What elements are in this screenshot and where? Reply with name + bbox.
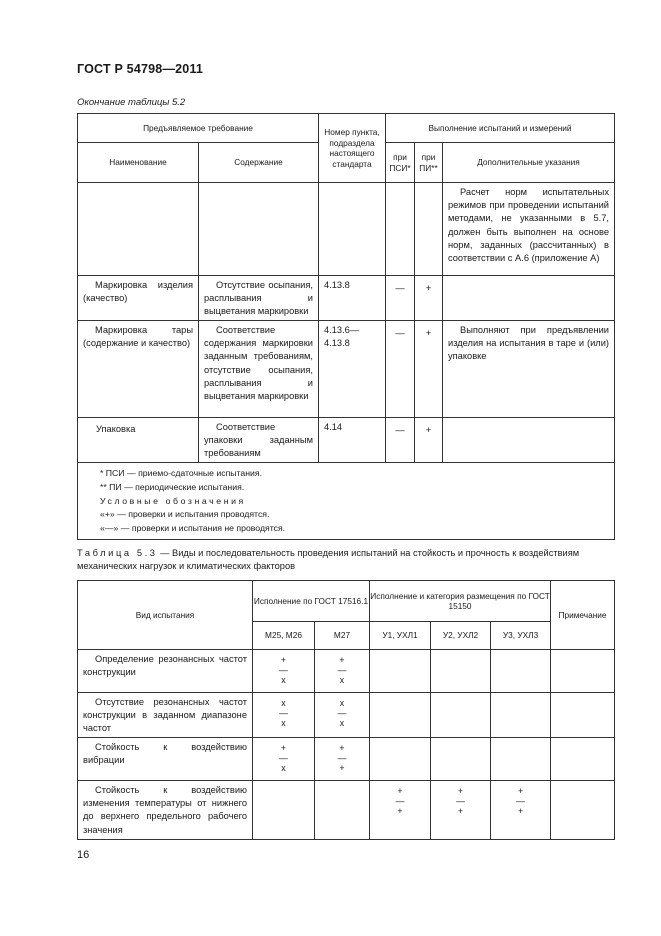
cell-psi (386, 183, 415, 276)
cell-m27 (315, 781, 370, 840)
header-m27: М27 (315, 622, 370, 650)
cell-clause: 4.13.6— 4.13.8 (319, 321, 386, 418)
cell-m25 (253, 781, 315, 840)
table-row (78, 321, 615, 418)
document-title: ГОСТ Р 54798—2011 (77, 62, 204, 76)
cell-content: Соответствие содержания маркировки заданным требованиям, отсутствие осыпания, расплывания и выцветания маркировки (199, 321, 319, 418)
cell-clause: 4.13.8 (319, 276, 386, 321)
cell-psi: — (386, 418, 415, 463)
cell-content (199, 183, 319, 276)
cell-u1 (370, 738, 431, 781)
table-row (78, 418, 615, 463)
cell-u2 (431, 693, 491, 738)
cell-test-name: Стойкость к воздействию изменения температуры от нижнего до верхнего предельного рабочего значения (78, 781, 253, 840)
cell-u2: + — + (431, 781, 491, 840)
cell-note (551, 738, 615, 781)
header-u3: У3, УХЛ3 (491, 622, 551, 650)
table-5-2-caption: Окончание таблицы 5.2 (77, 97, 186, 108)
cell-u2 (431, 650, 491, 693)
cell-m27: + — + (315, 738, 370, 781)
table-5-3-caption (77, 547, 637, 572)
header-gost-15150: Исполнение и категория размещения по ГОСТ 15150 (370, 581, 551, 622)
cell-m25: + — х (253, 650, 315, 693)
cell-clause: 4.14 (319, 418, 386, 463)
table-5-2 (77, 113, 615, 540)
cell-pi: + (415, 418, 443, 463)
legend-title: Условные обозначения (100, 495, 246, 506)
cell-content: Соответствие упаковки заданным требованиям (199, 418, 319, 463)
table-5-3-title: — Виды и последовательность проведения испытаний на стойкость и прочность к воздействиям механических нагрузок и климатических факторов (77, 548, 580, 571)
cell-u3 (491, 738, 551, 781)
header-test-type: Вид испытания (78, 581, 253, 650)
cell-name: Маркировка тары (содержание и качество) (78, 321, 199, 418)
table-row (78, 781, 615, 840)
cell-test-name: Стойкость к воздействию вибрации (78, 738, 253, 781)
header-execution: Выполнение испытаний и измерений (386, 114, 615, 143)
cell-notes: Выполняют при предъявлении изделия на испытания в таре и (или) упаковке (443, 321, 615, 418)
header-name: Наименование (78, 143, 199, 183)
table-row (78, 693, 615, 738)
cell-pi (415, 183, 443, 276)
cell-test-name: Отсутствие резонансных частот конструкции в заданном диапазоне частот (78, 693, 253, 738)
cell-m27: + — х (315, 650, 370, 693)
cell-note (551, 781, 615, 840)
table-5-3-label: Таблица 5.3 (77, 548, 158, 558)
header-psi: при ПСИ* (386, 143, 415, 183)
header-u1: У1, УХЛ1 (370, 622, 431, 650)
cell-u3: + — + (491, 781, 551, 840)
legend-minus: «—» — проверки и испытания не проводятся. (100, 523, 286, 534)
header-u2: У2, УХЛ2 (431, 622, 491, 650)
cell-note (551, 650, 615, 693)
header-gost-17516: Исполнение по ГОСТ 17516.1 (253, 581, 370, 622)
cell-name (78, 183, 199, 276)
table-row (78, 183, 615, 276)
cell-m25: + — х (253, 738, 315, 781)
page-number: 16 (77, 849, 90, 861)
cell-u1: + — + (370, 781, 431, 840)
table-5-3 (77, 580, 615, 840)
table-row (78, 276, 615, 321)
header-content: Содержание (199, 143, 319, 183)
footnote-psi: * ПСИ — приемо-сдаточные испытания. (100, 468, 263, 478)
cell-m25: х — х (253, 693, 315, 738)
cell-u1 (370, 650, 431, 693)
header-note: Примечание (551, 581, 615, 650)
cell-pi: + (415, 321, 443, 418)
cell-u3 (491, 650, 551, 693)
cell-notes: Расчет норм испытательных режимов при проведении испытаний методами, не указанными в 5.7, должен быть выполнен на основе норм, заданных (рассчитанных) в соответствии с А.6 (приложение А) (443, 183, 615, 276)
cell-pi: + (415, 276, 443, 321)
cell-notes (443, 276, 615, 321)
cell-psi: — (386, 276, 415, 321)
header-notes: Дополнительные указания (443, 143, 615, 183)
footnote-pi: ** ПИ — периодические испытания. (100, 481, 245, 492)
cell-notes (443, 418, 615, 463)
table-row (78, 650, 615, 693)
header-m25: М25, М26 (253, 622, 315, 650)
cell-m27: х — х (315, 693, 370, 738)
legend-plus: «+» — проверки и испытания проводятся. (100, 509, 270, 520)
cell-psi: — (386, 321, 415, 418)
header-requirement: Предъявляемое требование (78, 114, 319, 143)
cell-clause (319, 183, 386, 276)
cell-name: Маркировка изделия (качество) (78, 276, 199, 321)
cell-u1 (370, 693, 431, 738)
cell-name: Упаковка (78, 418, 199, 463)
cell-content: Отсутствие осыпания, расплывания и выцветания маркировки (199, 276, 319, 321)
cell-note (551, 693, 615, 738)
table-row (78, 738, 615, 781)
cell-test-name: Определение резонансных частот конструкции (78, 650, 253, 693)
header-clause: Номер пункта, подраздела настоящего стандарта (319, 114, 386, 183)
cell-u3 (491, 693, 551, 738)
table-footnotes (78, 463, 615, 540)
header-pi: при ПИ** (415, 143, 443, 183)
cell-u2 (431, 738, 491, 781)
